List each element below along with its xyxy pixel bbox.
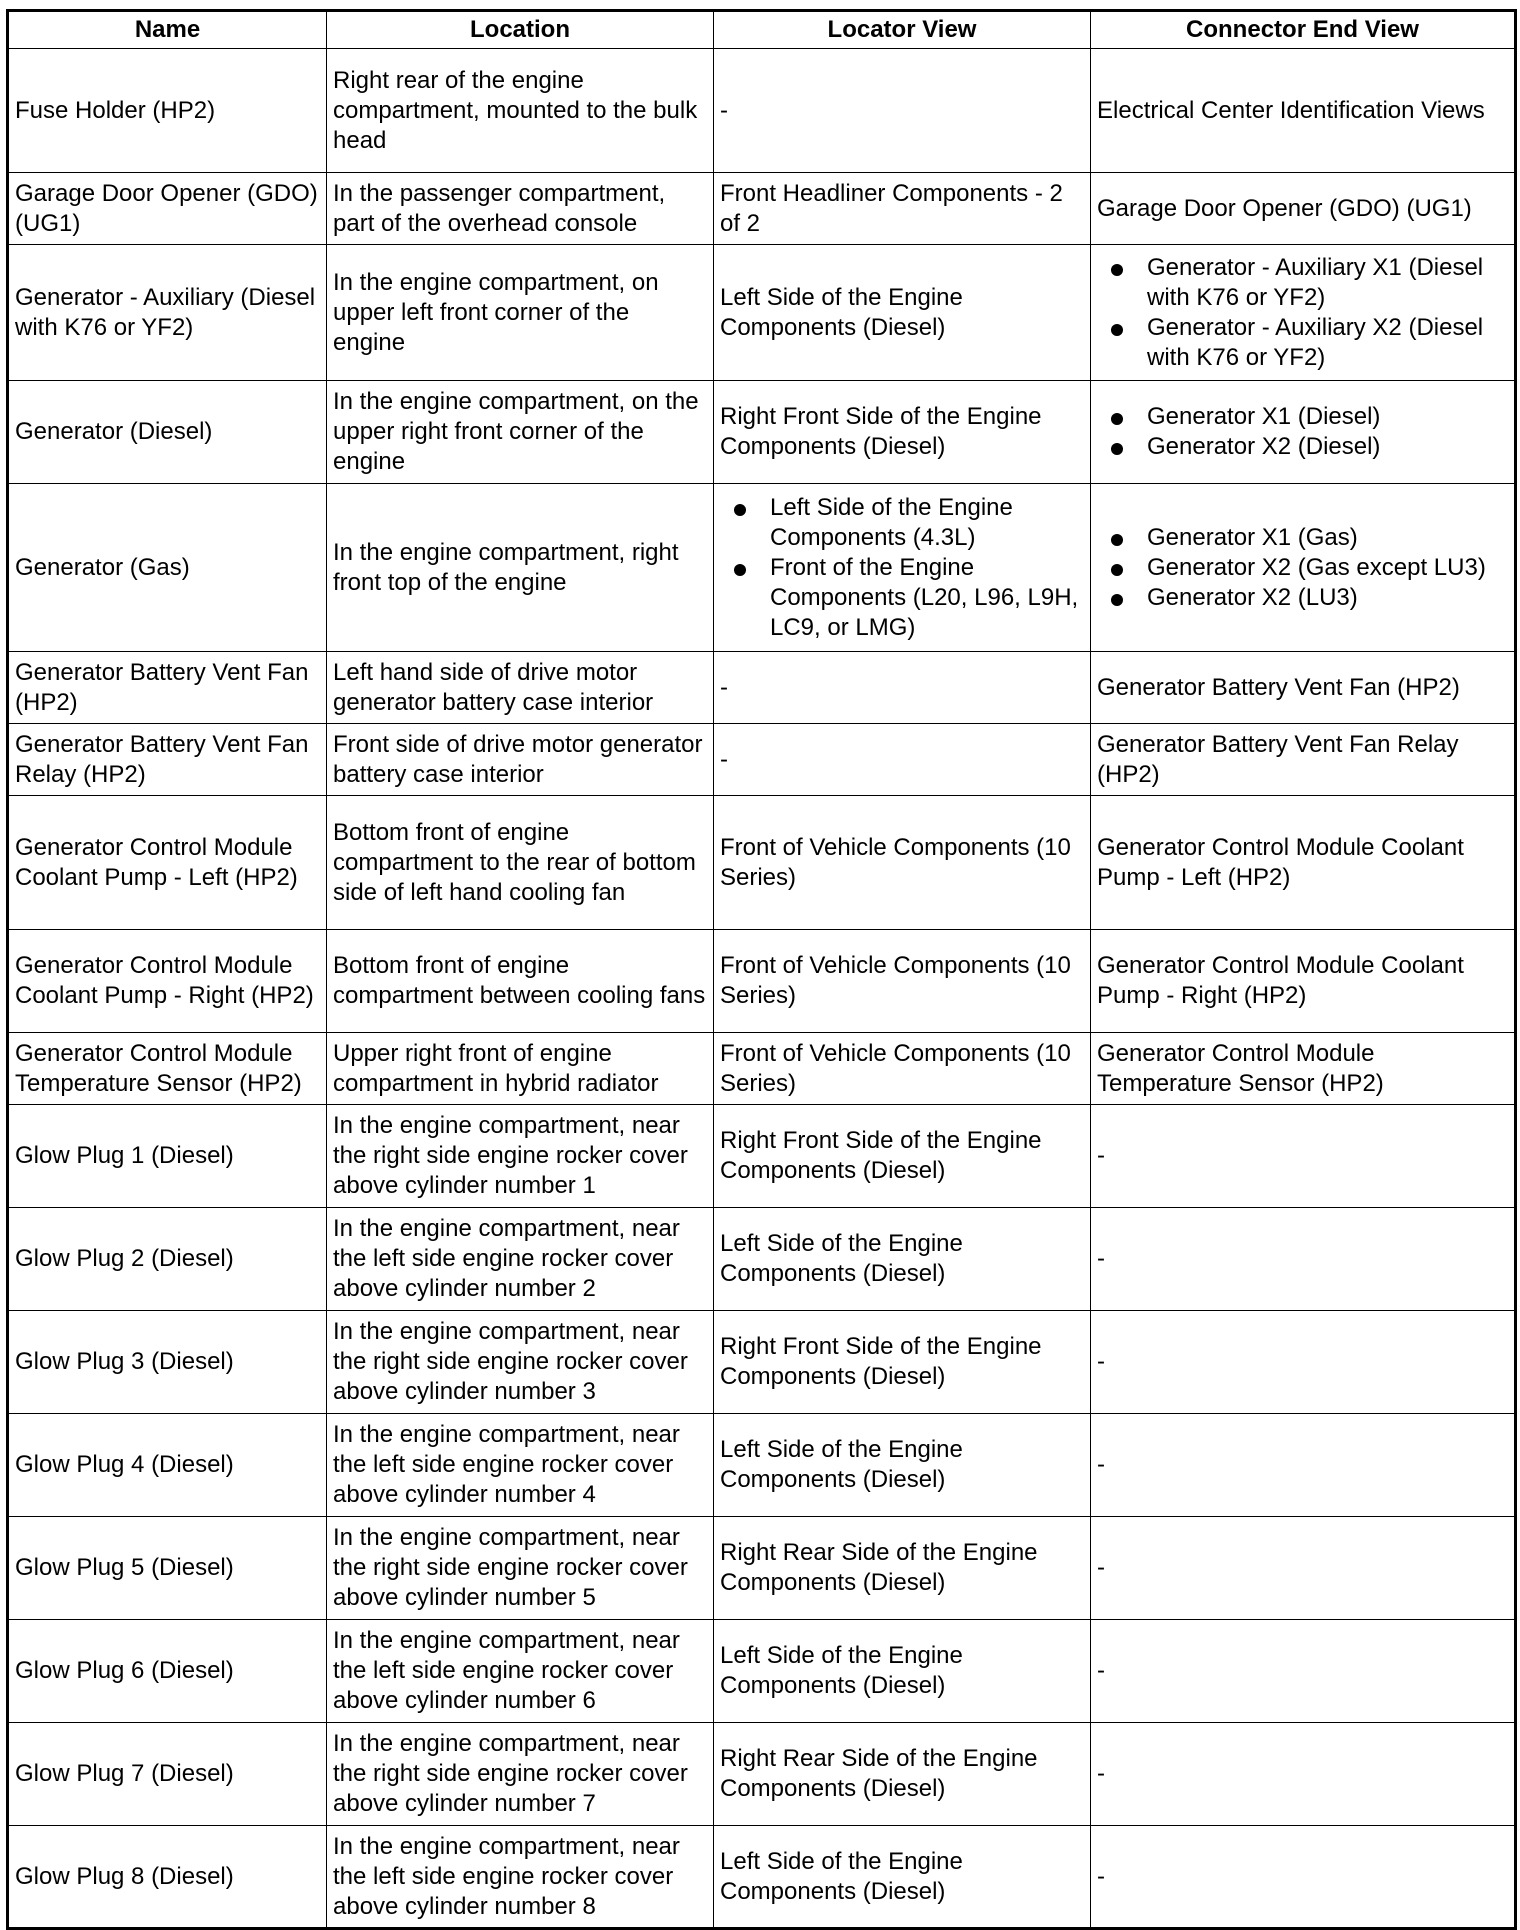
location-cell: In the engine compartment, near the right side engine rocker cover above cylinder number 1 <box>327 1105 714 1208</box>
location-cell: In the engine compartment, near the right side engine rocker cover above cylinder number 7 <box>327 1723 714 1826</box>
header-location: Location <box>327 11 714 49</box>
locator-view-cell: Left Side of the Engine Components (Diesel) <box>714 1620 1091 1723</box>
connector-end-view-cell: - <box>1091 1105 1516 1208</box>
header-row <box>8 11 1516 49</box>
table-row <box>8 1517 1516 1620</box>
connector-end-view-cell <box>1091 484 1516 652</box>
locator-view-cell: Left Side of the Engine Components (Diesel) <box>714 1208 1091 1311</box>
locator-view-cell: - <box>714 724 1091 796</box>
table-row <box>8 796 1516 930</box>
locator-view-cell: Front Headliner Components - 2 of 2 <box>714 173 1091 245</box>
list-item: Generator X1 (Diesel) <box>1147 402 1508 432</box>
name-cell: Generator (Diesel) <box>8 381 327 484</box>
location-cell: In the engine compartment, on the upper right front corner of the engine <box>327 381 714 484</box>
table-row <box>8 724 1516 796</box>
location-cell: Bottom front of engine compartment between cooling fans <box>327 930 714 1033</box>
name-cell: Glow Plug 8 (Diesel) <box>8 1826 327 1929</box>
list-item: Generator X2 (Gas except LU3) <box>1147 553 1508 583</box>
location-cell: Left hand side of drive motor generator battery case interior <box>327 652 714 724</box>
connector-end-view-cell: Generator Control Module Coolant Pump - Right (HP2) <box>1091 930 1516 1033</box>
name-cell: Garage Door Opener (GDO) (UG1) <box>8 173 327 245</box>
connector-end-view-cell: - <box>1091 1620 1516 1723</box>
locator-view-cell: Right Rear Side of the Engine Components (Diesel) <box>714 1517 1091 1620</box>
connector-end-view-cell: Generator Battery Vent Fan (HP2) <box>1091 652 1516 724</box>
locator-view-cell <box>714 484 1091 652</box>
table-row <box>8 1208 1516 1311</box>
bullet-list <box>1097 402 1508 462</box>
location-cell: In the engine compartment, near the left side engine rocker cover above cylinder number 8 <box>327 1826 714 1929</box>
bullet-list <box>720 493 1084 643</box>
table-row <box>8 1620 1516 1723</box>
list-item: Generator - Auxiliary X2 (Diesel with K76 or YF2) <box>1147 313 1508 373</box>
table-row <box>8 484 1516 652</box>
table-row <box>8 1105 1516 1208</box>
list-item: Generator - Auxiliary X1 (Diesel with K76 or YF2) <box>1147 253 1508 313</box>
connector-end-view-cell: - <box>1091 1208 1516 1311</box>
connector-end-view-cell: Generator Battery Vent Fan Relay (HP2) <box>1091 724 1516 796</box>
bullet-list <box>1097 253 1508 373</box>
connector-end-view-cell: - <box>1091 1723 1516 1826</box>
table-row <box>8 245 1516 381</box>
location-cell: In the engine compartment, on upper left front corner of the engine <box>327 245 714 381</box>
table-row <box>8 1033 1516 1105</box>
name-cell: Glow Plug 3 (Diesel) <box>8 1311 327 1414</box>
name-cell: Fuse Holder (HP2) <box>8 49 327 173</box>
name-cell: Generator Battery Vent Fan Relay (HP2) <box>8 724 327 796</box>
header-locator-view: Locator View <box>714 11 1091 49</box>
name-cell: Glow Plug 7 (Diesel) <box>8 1723 327 1826</box>
name-cell: Glow Plug 5 (Diesel) <box>8 1517 327 1620</box>
location-cell: Upper right front of engine compartment in hybrid radiator <box>327 1033 714 1105</box>
connector-end-view-cell: Generator Control Module Coolant Pump - Left (HP2) <box>1091 796 1516 930</box>
bullet-list <box>1097 523 1508 613</box>
name-cell: Generator (Gas) <box>8 484 327 652</box>
name-cell: Generator Control Module Coolant Pump - Right (HP2) <box>8 930 327 1033</box>
locator-view-cell: Left Side of the Engine Components (Diesel) <box>714 245 1091 381</box>
locator-view-cell: Right Rear Side of the Engine Components (Diesel) <box>714 1723 1091 1826</box>
locator-view-cell: Left Side of the Engine Components (Diesel) <box>714 1826 1091 1929</box>
location-cell: Right rear of the engine compartment, mounted to the bulk head <box>327 49 714 173</box>
table-row <box>8 173 1516 245</box>
connector-end-view-cell: - <box>1091 1414 1516 1517</box>
list-item: Generator X2 (Diesel) <box>1147 432 1508 462</box>
list-item: Generator X1 (Gas) <box>1147 523 1508 553</box>
location-cell: In the engine compartment, near the left side engine rocker cover above cylinder number 4 <box>327 1414 714 1517</box>
locator-view-cell: - <box>714 652 1091 724</box>
locator-view-cell: Left Side of the Engine Components (Diesel) <box>714 1414 1091 1517</box>
connector-end-view-cell <box>1091 245 1516 381</box>
table-row <box>8 652 1516 724</box>
list-item: Left Side of the Engine Components (4.3L) <box>770 493 1084 553</box>
connector-end-view-cell: Garage Door Opener (GDO) (UG1) <box>1091 173 1516 245</box>
connector-end-view-cell: Electrical Center Identification Views <box>1091 49 1516 173</box>
table-row <box>8 1826 1516 1929</box>
header-connector-end-view: Connector End View <box>1091 11 1516 49</box>
table-row <box>8 49 1516 173</box>
name-cell: Glow Plug 6 (Diesel) <box>8 1620 327 1723</box>
list-item: Front of the Engine Components (L20, L96, L9H, LC9, or LMG) <box>770 553 1084 643</box>
name-cell: Generator Control Module Coolant Pump - Left (HP2) <box>8 796 327 930</box>
locator-view-cell: Right Front Side of the Engine Components (Diesel) <box>714 1105 1091 1208</box>
location-cell: In the engine compartment, near the right side engine rocker cover above cylinder number 3 <box>327 1311 714 1414</box>
name-cell: Glow Plug 2 (Diesel) <box>8 1208 327 1311</box>
name-cell: Generator - Auxiliary (Diesel with K76 or YF2) <box>8 245 327 381</box>
locator-view-cell: - <box>714 49 1091 173</box>
component-locator-table <box>6 9 1517 1930</box>
location-cell: In the engine compartment, right front top of the engine <box>327 484 714 652</box>
location-cell: Front side of drive motor generator battery case interior <box>327 724 714 796</box>
name-cell: Generator Battery Vent Fan (HP2) <box>8 652 327 724</box>
name-cell: Generator Control Module Temperature Sensor (HP2) <box>8 1033 327 1105</box>
locator-view-cell: Right Front Side of the Engine Components (Diesel) <box>714 381 1091 484</box>
name-cell: Glow Plug 4 (Diesel) <box>8 1414 327 1517</box>
name-cell: Glow Plug 1 (Diesel) <box>8 1105 327 1208</box>
table-row <box>8 381 1516 484</box>
locator-view-cell: Front of Vehicle Components (10 Series) <box>714 930 1091 1033</box>
table-row <box>8 1311 1516 1414</box>
connector-end-view-cell <box>1091 381 1516 484</box>
header-name: Name <box>8 11 327 49</box>
location-cell: In the engine compartment, near the left side engine rocker cover above cylinder number 2 <box>327 1208 714 1311</box>
list-item: Generator X2 (LU3) <box>1147 583 1508 613</box>
location-cell: In the engine compartment, near the right side engine rocker cover above cylinder number 5 <box>327 1517 714 1620</box>
locator-view-cell: Right Front Side of the Engine Components (Diesel) <box>714 1311 1091 1414</box>
connector-end-view-cell: - <box>1091 1826 1516 1929</box>
locator-view-cell: Front of Vehicle Components (10 Series) <box>714 796 1091 930</box>
connector-end-view-cell: - <box>1091 1311 1516 1414</box>
location-cell: In the engine compartment, near the left side engine rocker cover above cylinder number 6 <box>327 1620 714 1723</box>
table-row <box>8 1723 1516 1826</box>
location-cell: Bottom front of engine compartment to the rear of bottom side of left hand cooling fan <box>327 796 714 930</box>
connector-end-view-cell: Generator Control Module Temperature Sensor (HP2) <box>1091 1033 1516 1105</box>
locator-view-cell: Front of Vehicle Components (10 Series) <box>714 1033 1091 1105</box>
table-row <box>8 930 1516 1033</box>
table-row <box>8 1414 1516 1517</box>
connector-end-view-cell: - <box>1091 1517 1516 1620</box>
location-cell: In the passenger compartment, part of the overhead console <box>327 173 714 245</box>
